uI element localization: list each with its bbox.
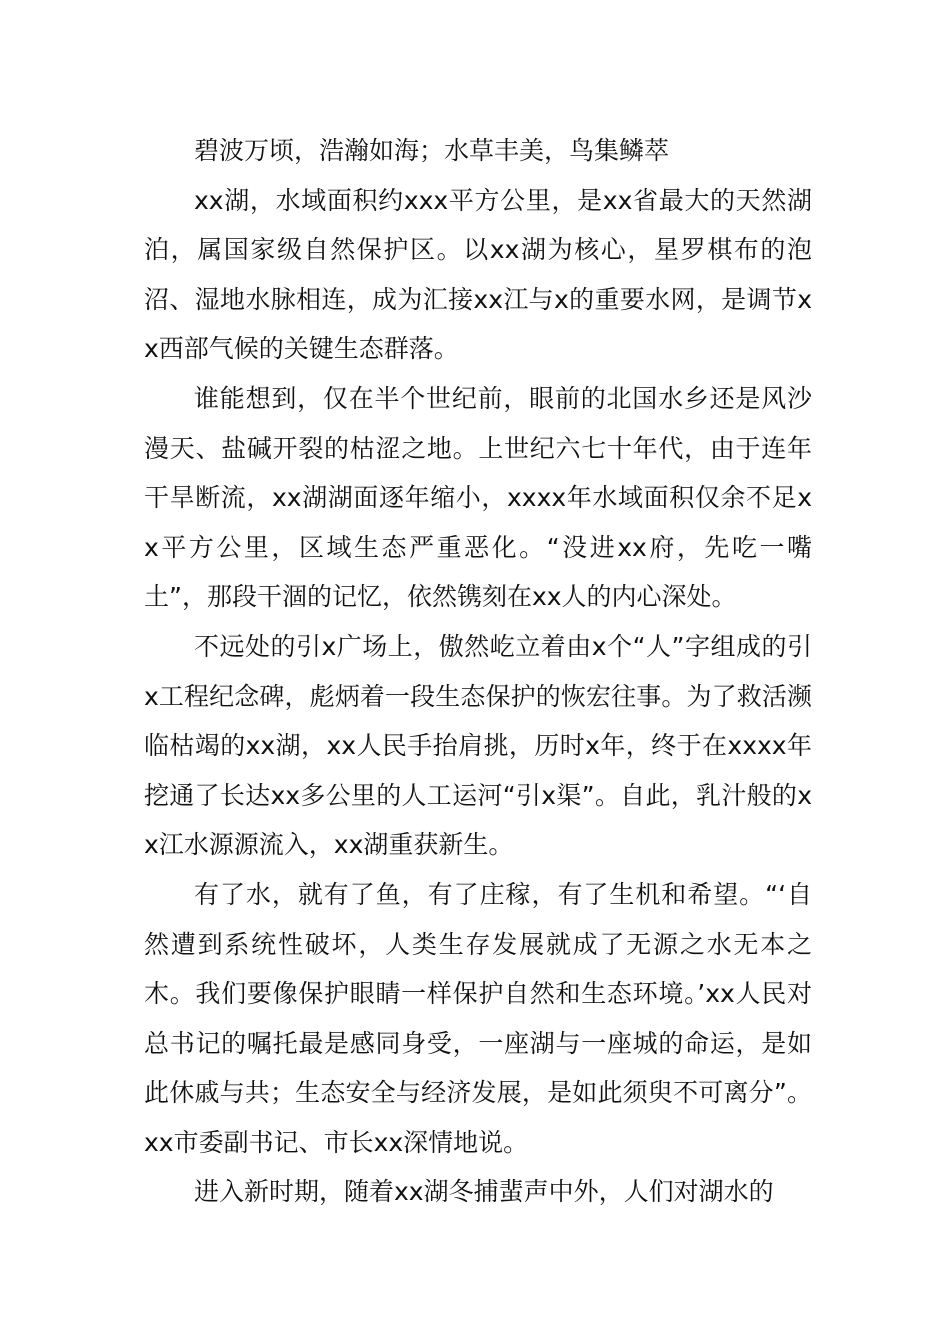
paragraph-monument: 不远处的引x广场上，傲然屹立着由x个“人”字组成的引x工程纪念碑，彪炳着一段生态保护的恢宏往事。为了救活濒临枯竭的xx湖，xx人民手抬肩挑，历时x年，终于在xxxx年挖通了长达xx多公里的人工运河“引x渠”。自此，乳汁般的xx江水源源流入，xx湖重获新生。 [144, 631, 812, 860]
paragraph-quote: 有了水，就有了鱼，有了庄稼，有了生机和希望。“‘自然遭到系统性破坏，人类生存发展就成了无源之水无本之木。我们要像保护眼睛一样保护自然和生态环境。’xx人民对总书记的嘱托最是感同身受，一座湖与一座城的命运，是如此休戚与共；生态安全与经济发展，是如此须臾不可离分”。xx市委副书记、市长xx深情地说。 [144, 879, 812, 1157]
paragraph-new-era: 进入新时期，随着xx湖冬捕蜚声中外，人们对湖水的 [194, 1177, 774, 1207]
document-body [144, 126, 812, 1217]
paragraph-history: 谁能想到，仅在半个世纪前，眼前的北国水乡还是风沙漫天、盐碱开裂的枯涩之地。上世纪六七十年代，由于连年干旱断流，xx湖湖面逐年缩小，xxxx年水域面积仅余不足xx平方公里，区域生态严重恶化。“没进xx府，先吃一嘴土”，那段干涸的记忆，依然镌刻在xx人的内心深处。 [144, 383, 812, 612]
paragraph-lake-intro: xx湖，水域面积约xxx平方公里，是xx省最大的天然湖泊，属国家级自然保护区。以xx湖为核心，星罗棋布的泡沼、湿地水脉相连，成为汇接xx江与x的重要水网，是调节xx西部气候的关键生态群落。 [144, 185, 812, 364]
paragraph-heading: 碧波万顷，浩瀚如海；水草丰美，鸟集鳞萃 [194, 136, 670, 165]
